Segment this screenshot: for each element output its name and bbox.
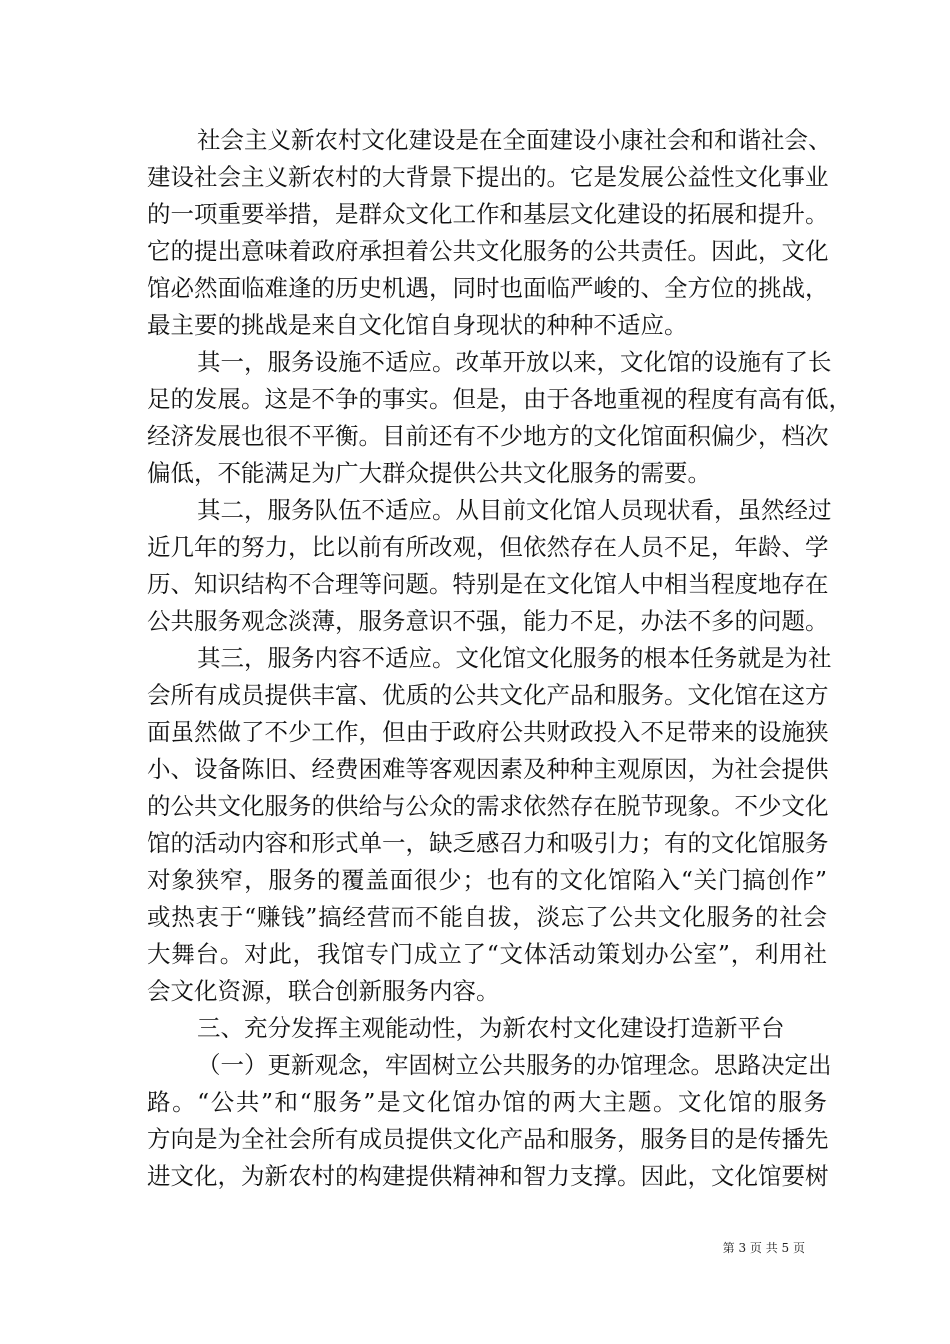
paragraph-2-line-1: 其一，服务设施不适应。改革开放以来，文化馆的设施有了长 <box>197 348 832 376</box>
paragraph-3-line-1: 其二，服务队伍不适应。从目前文化馆人员现状看，虽然经过 <box>197 496 832 524</box>
paragraph-4-line-3: 面虽然做了不少工作，但由于政府公共财政投入不足带来的设施狭 <box>147 718 829 746</box>
paragraph-4-line-1: 其三，服务内容不适应。文化馆文化服务的根本任务就是为社 <box>197 644 832 672</box>
paragraph-5-line-2: 路。“公共”和“服务”是文化馆办馆的两大主题。文化馆的服务 <box>147 1088 827 1116</box>
paragraph-4-line-4: 小、设备陈旧、经费困难等客观因素及种种主观原因，为社会提供 <box>147 755 829 783</box>
paragraph-1-line-6: 最主要的挑战是来自文化馆自身现状的种种不适应。 <box>147 311 688 339</box>
paragraph-1-line-4: 它的提出意味着政府承担着公共文化服务的公共责任。因此，文化 <box>147 237 829 265</box>
paragraph-2-line-3: 经济发展也很不平衡。目前还有不少地方的文化馆面积偏少，档次 <box>147 422 829 450</box>
paragraph-4-line-6: 馆的活动内容和形式单一，缺乏感召力和吸引力；有的文化馆服务 <box>147 829 829 857</box>
paragraph-1-line-1: 社会主义新农村文化建设是在全面建设小康社会和和谐社会、 <box>197 126 832 154</box>
paragraph-2-line-2: 足的发展。这是不争的事实。但是，由于各地重视的程度有高有低， <box>147 385 852 413</box>
paragraph-1-line-2: 建设社会主义新农村的大背景下提出的。它是发展公益性文化事业 <box>147 163 829 191</box>
paragraph-2-line-4: 偏低，不能满足为广大群众提供公共文化服务的需要。 <box>147 459 711 487</box>
paragraph-4-line-10: 会文化资源，联合创新服务内容。 <box>147 977 500 1005</box>
paragraph-4-line-2: 会所有成员提供丰富、优质的公共文化产品和服务。文化馆在这方 <box>147 681 829 709</box>
paragraph-3-line-3: 历、知识结构不合理等问题。特别是在文化馆人中相当程度地存在 <box>147 570 829 598</box>
paragraph-5-line-4: 进文化，为新农村的构建提供精神和智力支撑。因此，文化馆要树 <box>147 1162 829 1190</box>
paragraph-1-line-5: 馆必然面临难逢的历史机遇，同时也面临严峻的、全方位的挑战， <box>147 274 829 302</box>
paragraph-5-line-3: 方向是为全社会所有成员提供文化产品和服务，服务目的是传播先 <box>147 1125 829 1153</box>
paragraph-5-line-1: （一）更新观念，牢固树立公共服务的办馆理念。思路决定出 <box>197 1051 832 1079</box>
paragraph-3-line-2: 近几年的努力，比以前有所改观，但依然存在人员不足，年龄、学 <box>147 533 829 561</box>
paragraph-3-line-4: 公共服务观念淡薄，服务意识不强，能力不足，办法不多的问题。 <box>147 607 829 635</box>
paragraph-1-line-3: 的一项重要举措，是群众文化工作和基层文化建设的拓展和提升。 <box>147 200 829 228</box>
paragraph-4-line-7: 对象狭窄，服务的覆盖面很少；也有的文化馆陷入“关门搞创作” <box>147 866 827 894</box>
page-number-footer: 第 3 页 共 5 页 <box>722 1241 805 1255</box>
paragraph-4-line-9: 大舞台。对此，我馆专门成立了“文体活动策划办公室”，利用社 <box>147 940 827 968</box>
section-heading: 三、充分发挥主观能动性，为新农村文化建设打造新平台 <box>197 1014 785 1042</box>
paragraph-4-line-5: 的公共文化服务的供给与公众的需求依然存在脱节现象。不少文化 <box>147 792 829 820</box>
paragraph-4-line-8: 或热衷于“赚钱”搞经营而不能自拔，淡忘了公共文化服务的社会 <box>147 903 827 931</box>
